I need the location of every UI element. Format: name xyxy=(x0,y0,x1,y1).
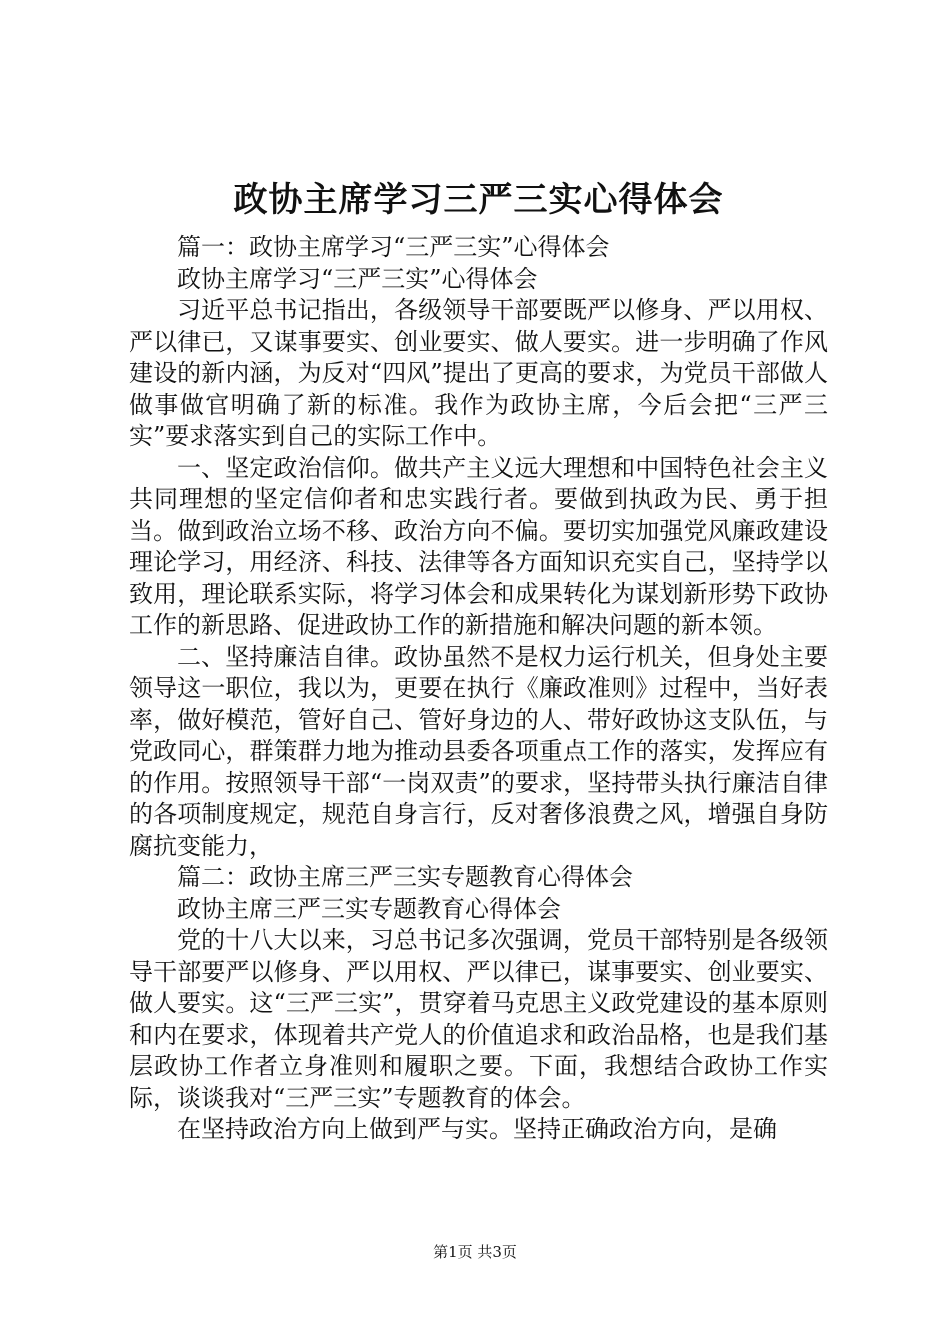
body-paragraph: 在坚持政治方向上做到严与实。坚持正确政治方向，是确 xyxy=(177,1115,777,1143)
document-title: 政协主席学习三严三实心得体会 xyxy=(233,180,724,220)
page-footer: 第1页 共3页 xyxy=(433,1243,517,1261)
article-title-1: 政协主席学习“三严三实”心得体会 xyxy=(177,264,538,293)
article-title-2: 政协主席三严三实专题教育心得体会 xyxy=(177,894,561,923)
body-paragraph: 一、坚定政治信仰。做共产主义远大理想和中国特色社会主义共同理想的坚定信仰者和忠实践行者。要做到执政为民、勇于担当。做到政治立场不移、政治方向不偏。要切实加强党风廉政建设理论学习，用经济、科技、法律等各方面知识充实自己，坚持学以致用，理论联系实际，将学习体会和成果转化为谋划新形势下政协工作的新思路、促进政协工作的新措施和解决问题的新本领。 xyxy=(129,453,828,639)
document-body xyxy=(129,232,828,1146)
section-heading-2: 篇二：政协主席三严三实专题教育心得体会 xyxy=(177,863,633,891)
body-paragraph: 二、坚持廉洁自律。政协虽然不是权力运行机关，但身处主要领导这一职位，我以为，更要在执行《廉政准则》过程中，当好表率，做好模范，管好自己、管好身边的人、带好政协这支队伍，与党政同心，群策群力地为推动县委各项重点工作的落实，发挥应有的作用。按照领导干部“一岗双责”的要求，坚持带头执行廉洁自律的各项制度规定，规范自身言行，反对奢侈浪费之风，增强自身防腐抗变能力， xyxy=(129,642,828,860)
body-paragraph: 党的十八大以来，习总书记多次强调，党员干部特别是各级领导干部要严以修身、严以用权、严以律已，谋事要实、创业要实、做人要实。这“三严三实”，贯穿着马克思主义政党建设的基本原则和内在要求，体现着共产党人的价值追求和政治品格，也是我们基层政协工作者立身准则和履职之要。下面，我想结合政协工作实际，谈谈我对“三严三实”专题教育的体会。 xyxy=(129,926,828,1112)
body-paragraph: 习近平总书记指出，各级领导干部要既严以修身、严以用权、严以律已，又谋事要实、创业要实、做人要实。进一步明确了作风建设的新内涵，为反对“四风”提出了更高的要求，为党员干部做人做事做官明确了新的标准。我作为政协主席，今后会把“三严三实”要求落实到自己的实际工作中。 xyxy=(129,296,828,450)
section-heading-1: 篇一：政协主席学习“三严三实”心得体会 xyxy=(177,233,610,261)
